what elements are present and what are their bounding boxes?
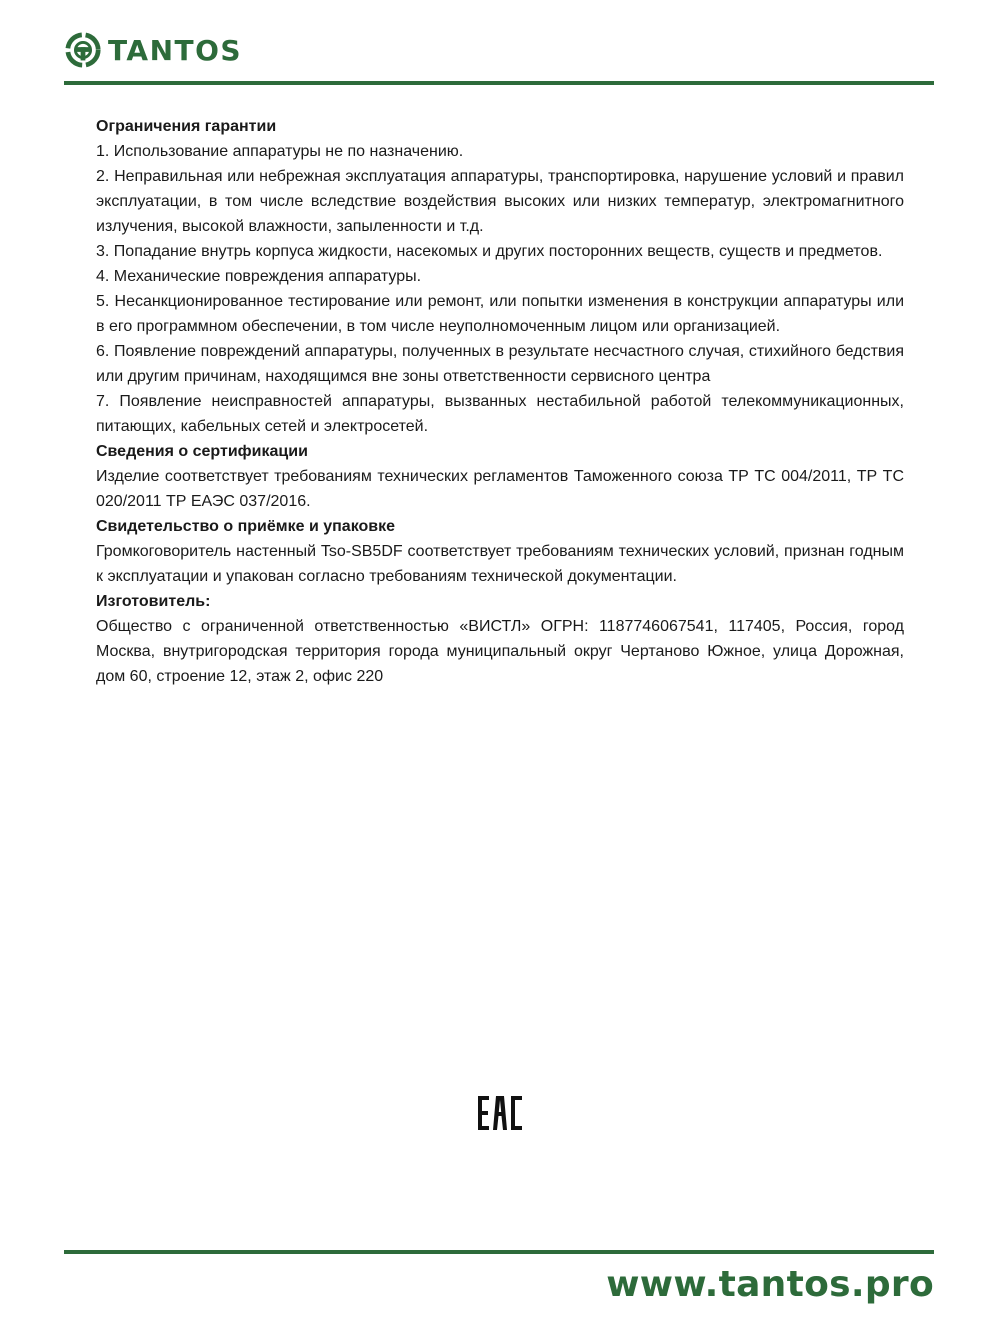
certification-heading: Сведения о сертификации — [96, 443, 308, 460]
header-divider — [64, 81, 934, 85]
warranty-limit-item: 7. Появление неисправностей аппаратуры, вызванных нестабильной работой телекоммуникационных, питающих, кабельных сетей и электросетей. — [96, 393, 904, 435]
warranty-limit-item: 3. Попадание внутрь корпуса жидкости, насекомых и других посторонних веществ, существ и предметов. — [96, 243, 883, 260]
eac-certification-mark — [477, 1095, 523, 1131]
certification-text: Изделие соответствует требованиям технических регламентов Таможенного союза ТР ТС 004/2011, ТР ТС 020/2011 ТР ЕАЭС 037/2016. — [96, 468, 904, 510]
warranty-limit-item: 2. Неправильная или небрежная эксплуатация аппаратуры, транспортировка, нарушение условий и правил эксплуатации, в том числе вследствие воздействия высоких или низких температур, электромагнитного излучения, высокой влажности, запыленности и т.д. — [96, 168, 904, 235]
warranty-limit-item: 6. Появление повреждений аппаратуры, полученных в результате несчастного случая, стихийного бедствия или другим причинам, находящимся вне зоны ответственности сервисного центра — [96, 343, 904, 385]
acceptance-text: Громкоговоритель настенный Tso-SB5DF соответствует требованиям технических условий, признан годным к эксплуатации и упакован согласно требованиям технической документации. — [96, 543, 904, 585]
footer-divider — [64, 1250, 934, 1254]
logo-text: TANTOS — [108, 33, 243, 67]
document-body — [96, 114, 904, 689]
warranty-limits-heading: Ограничения гарантии — [96, 118, 277, 135]
manufacturer-heading: Изготовитель: — [96, 593, 211, 610]
tantos-logo-icon — [64, 31, 102, 69]
warranty-limit-item: 4. Механические повреждения аппаратуры. — [96, 268, 422, 285]
tantos-logo — [64, 28, 242, 72]
website-url[interactable]: www.tantos.pro — [606, 1264, 934, 1305]
manufacturer-text: Общество с ограниченной ответственностью «ВИСТЛ» ОГРН: 1187746067541, 117405, Россия, город Москва, внутригородская территория города муниципальный округ Чертаново Южное, улица Дорожная, дом 60, строение 12, этаж 2, офис 220 — [96, 618, 904, 685]
warranty-limit-item: 1. Использование аппаратуры не по назначению. — [96, 143, 464, 160]
warranty-limit-item: 5. Несанкционированное тестирование или ремонт, или попытки изменения в конструкции аппаратуры или в его программном обеспечении, в том числе неуполномоченным лицом или организацией. — [96, 293, 904, 335]
acceptance-heading: Свидетельство о приёмке и упаковке — [96, 518, 396, 535]
